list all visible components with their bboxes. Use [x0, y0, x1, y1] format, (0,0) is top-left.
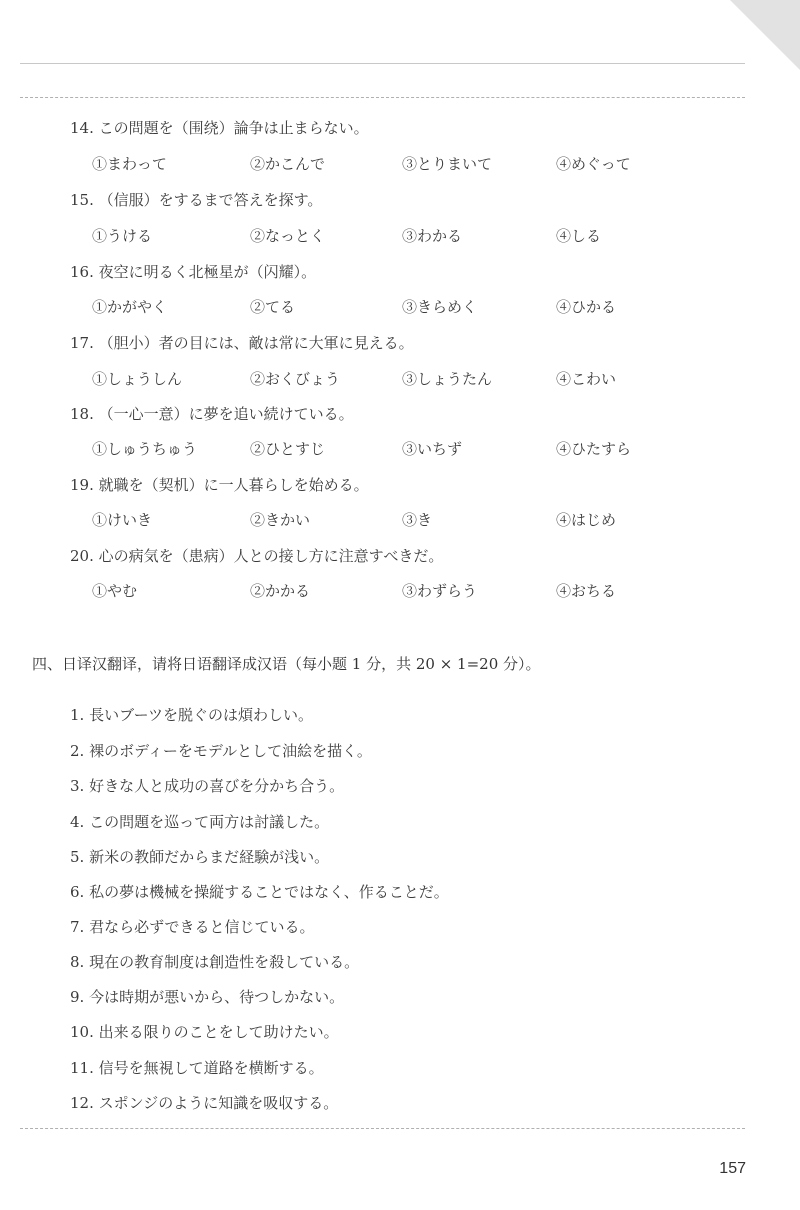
translation-item: 9. 今は時期が悪いから、待つしかない。 [70, 988, 345, 1006]
question-15: 15. （信服）をするまで答えを探す。 [70, 191, 323, 209]
question-17-options [92, 369, 732, 389]
option: ①やむ [92, 582, 138, 600]
translation-item: 8. 現在の教育制度は創造性を殺している。 [70, 953, 360, 971]
translation-item: 7. 君なら必ずできると信じている。 [70, 918, 315, 936]
question-17: 17. （胆小）者の目には、敵は常に大軍に見える。 [70, 334, 414, 352]
option: ①しゅうちゅう [92, 440, 198, 458]
option: ③とりまいて [402, 155, 493, 173]
question-18: 18. （一心一意）に夢を追い続けている。 [70, 405, 354, 423]
translation-item: 1. 長いブーツを脱ぐのは煩わしい。 [70, 706, 314, 724]
option: ③きらめく [402, 298, 478, 316]
option: ②おくびょう [250, 370, 341, 388]
option: ①まわって [92, 155, 167, 173]
option: ①けいき [92, 511, 153, 529]
option: ④しる [556, 227, 602, 245]
top-rule [20, 63, 745, 64]
question-19-options [92, 510, 732, 530]
option: ③わずらう [402, 582, 478, 600]
footer-dashed-rule [20, 1128, 745, 1129]
option: ①うける [92, 227, 153, 245]
option: ④ひたすら [556, 440, 632, 458]
translation-item: 4. この問題を巡って両方は討議した。 [70, 813, 330, 831]
option: ②かこんで [250, 155, 326, 173]
option: ②なっとく [250, 227, 326, 245]
option: ①しょうしん [92, 370, 183, 388]
option: ③いちず [402, 440, 463, 458]
question-16: 16. 夜空に明るく北極星が（闪耀）。 [70, 263, 317, 281]
option: ②きかい [250, 511, 311, 529]
option: ③しょうたん [402, 370, 493, 388]
option: ④はじめ [556, 511, 617, 529]
translation-item: 3. 好きな人と成功の喜びを分かち合う。 [70, 777, 345, 795]
translation-item: 6. 私の夢は機械を操縦することではなく、作ることだ。 [70, 883, 449, 901]
option: ②かかる [250, 582, 311, 600]
question-20-options [92, 581, 732, 601]
translation-item: 10. 出来る限りのことをして助けたい。 [70, 1023, 339, 1041]
page-corner-shadow [730, 0, 800, 70]
option: ③わかる [402, 227, 463, 245]
question-20: 20. 心の病気を（患病）人との接し方に注意すべきだ。 [70, 547, 444, 565]
question-19: 19. 就職を（契机）に一人暮らしを始める。 [70, 476, 369, 494]
option: ②てる [250, 298, 296, 316]
question-14-options [92, 154, 732, 174]
option: ②ひとすじ [250, 440, 326, 458]
translation-item: 2. 裸のボディーをモデルとして油絵を描く。 [70, 742, 372, 760]
option: ④ひかる [556, 298, 617, 316]
option: ①かがやく [92, 298, 168, 316]
option: ④おちる [556, 582, 617, 600]
option: ④こわい [556, 370, 617, 388]
translation-item: 12. スポンジのように知識を吸収する。 [70, 1094, 339, 1112]
translation-item: 11. 信号を無視して道路を横断する。 [70, 1059, 324, 1077]
question-18-options [92, 439, 732, 459]
option: ③き [402, 511, 433, 529]
section-4-heading: 四、日译汉翻译，请将日语翻译成汉语（每小题 1 分，共 20 × 1=20 分）。 [32, 655, 541, 673]
question-16-options [92, 297, 732, 317]
question-15-options [92, 226, 732, 246]
translation-item: 5. 新米の教師だからまだ経験が浅い。 [70, 848, 330, 866]
header-dashed-rule [20, 97, 745, 98]
page-number: 157 [719, 1160, 746, 1177]
option: ④めぐって [556, 155, 631, 173]
question-14: 14. この問題を（围绕）論争は止まらない。 [70, 119, 369, 137]
